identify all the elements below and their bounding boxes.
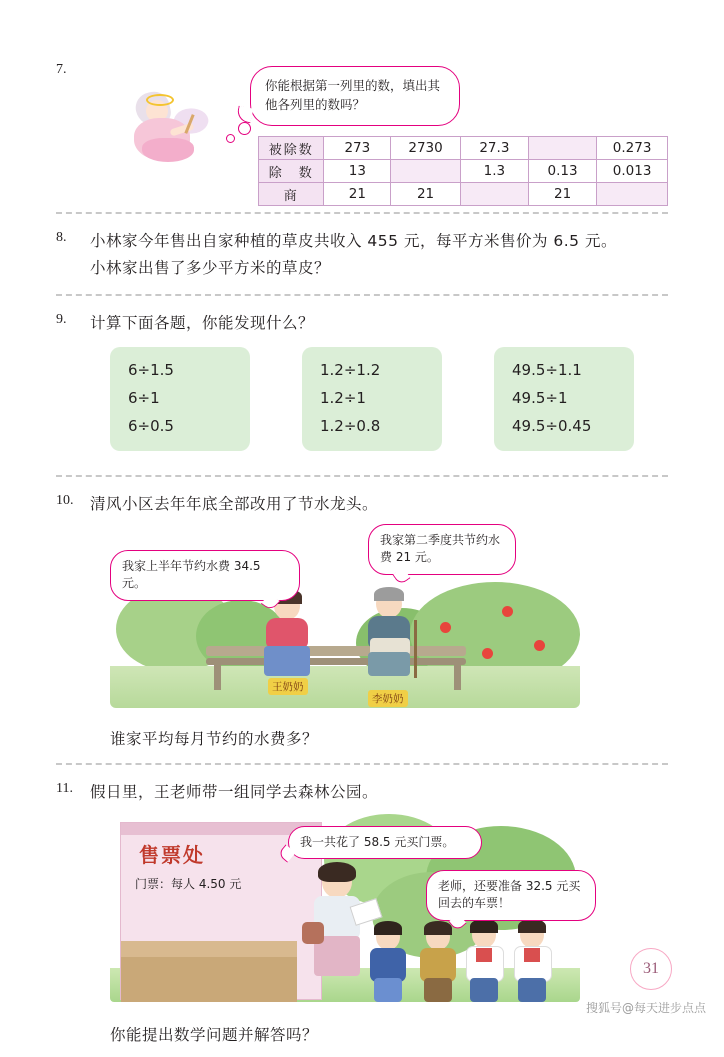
hair-icon — [424, 921, 452, 935]
expression: 1.2÷1 — [320, 389, 366, 408]
problem-7 — [56, 60, 668, 212]
cell-dividend-1: 273 — [324, 137, 391, 160]
cell-divisor-2 — [391, 160, 460, 183]
apple-icon — [502, 606, 513, 617]
bubble-student-tickets: 我一共花了 58.5 元买门票。 — [288, 826, 482, 859]
table-row — [259, 160, 668, 183]
hair-icon — [318, 862, 356, 882]
problem-11-prompt: 假日里，王老师带一组同学去森林公园。 — [90, 782, 379, 801]
problem-8-line-1: 小林家今年售出自家种植的草皮共收入 455 元，每平方米售价为 6.5 元。 — [90, 232, 617, 250]
scarf-icon — [476, 948, 492, 962]
problem-9-prompt: 计算下面各题，你能发现什么？ — [90, 314, 315, 333]
cell-quotient-5 — [597, 183, 668, 206]
person-student-2 — [416, 924, 460, 1002]
problem-10 — [56, 477, 668, 763]
legs-icon — [374, 978, 402, 1002]
park-scene — [110, 582, 580, 708]
backpack-icon — [370, 948, 406, 982]
problem-8-line-2: 小林家出售了多少平方米的草皮？ — [90, 259, 331, 278]
scarf-icon — [524, 948, 540, 962]
booth-counter-top — [121, 941, 297, 957]
person-student-4 — [510, 922, 554, 1002]
booth-ticket-price: 门票：每人 4.50 元 — [135, 877, 242, 891]
cell-quotient-4: 21 — [528, 183, 596, 206]
booth-counter-front — [121, 957, 297, 1002]
legs-icon — [470, 978, 498, 1002]
person-student-3 — [462, 922, 506, 1002]
bag-icon — [302, 922, 324, 944]
problem-9-number: 9. — [56, 312, 67, 328]
hair-icon — [374, 921, 402, 935]
expression: 6÷1 — [128, 389, 160, 408]
cell-divisor-5: 0.013 — [597, 160, 668, 183]
problem-10-question: 谁家平均每月节约的水费多？ — [110, 729, 319, 748]
problem-11-question: 你能提出数学问题并解答吗？ — [110, 1026, 319, 1044]
apple-icon — [482, 648, 493, 659]
apple-icon — [534, 640, 545, 651]
problem-10-prompt: 清风小区去年年底全部改用了节水龙头。 — [90, 494, 379, 513]
cell-quotient-2: 21 — [391, 183, 460, 206]
cell-dividend-5: 0.273 — [597, 137, 668, 160]
bench-backrest — [206, 658, 466, 665]
bench-seat — [206, 646, 466, 656]
problem-7-number: 7. — [56, 62, 67, 77]
bubble-dot-large — [238, 122, 251, 135]
name-label-grandma-li: 李奶奶 — [368, 690, 408, 707]
bubble-teacher-bus-fare: 老师，还要准备 32.5 元买回去的车票！ — [426, 870, 596, 921]
expression: 1.2÷1.2 — [320, 361, 381, 380]
fairy-illustration — [130, 86, 226, 162]
expression: 1.2÷0.8 — [320, 416, 381, 435]
problem-8-number: 8. — [56, 230, 67, 245]
torso-icon — [420, 948, 456, 982]
bubble-dot-small — [226, 134, 235, 143]
problem-10-number: 10. — [56, 492, 74, 508]
problem-9 — [56, 296, 668, 474]
problem-10-illustration — [110, 524, 580, 714]
problem-11 — [56, 765, 668, 1057]
cell-dividend-3: 27.3 — [460, 137, 528, 160]
bubble-grandma-wang: 我家上半年节约水费 34.5 元。 — [110, 550, 300, 601]
fairy-skirt-icon — [142, 138, 194, 162]
torso-icon — [266, 618, 308, 648]
cell-dividend-2: 2730 — [391, 137, 460, 160]
person-girl-with-tickets — [306, 866, 372, 1000]
expression: 6÷1.5 — [128, 361, 174, 380]
fairy-halo-icon — [146, 94, 174, 106]
expression: 49.5÷1.1 — [512, 361, 582, 380]
row-header-dividend: 被除数 — [259, 137, 324, 160]
expression: 6÷0.5 — [128, 416, 174, 435]
problem-11-illustration — [110, 812, 580, 1012]
row-header-quotient: 商 — [259, 183, 324, 206]
cane-icon — [414, 620, 417, 678]
division-table — [258, 136, 668, 206]
bubble-grandma-li: 我家第二季度共节约水费 21 元。 — [368, 524, 516, 575]
hair-icon — [470, 919, 498, 933]
hair-icon — [374, 587, 404, 601]
booth-sign-title: 售票处 — [139, 843, 205, 867]
problem-11-number: 11. — [56, 780, 73, 796]
table-row — [259, 183, 668, 206]
person-grandma-li — [360, 590, 420, 666]
cell-dividend-4 — [528, 137, 596, 160]
cell-divisor-1: 13 — [324, 160, 391, 183]
bench-leg — [214, 664, 221, 690]
expression-group-3 — [494, 347, 634, 450]
apple-icon — [440, 622, 451, 633]
cell-divisor-3: 1.3 — [460, 160, 528, 183]
expression: 49.5÷1 — [512, 389, 568, 408]
cell-quotient-3 — [460, 183, 528, 206]
expression: 49.5÷0.45 — [512, 416, 592, 435]
expression-group-1 — [110, 347, 250, 450]
grass-ground — [110, 666, 580, 708]
row-header-divisor: 除 数 — [259, 160, 324, 183]
legs-icon — [264, 646, 310, 676]
expression-group-container — [110, 347, 668, 450]
watermark-text: 搜狐号@每天进步点点 — [585, 1001, 706, 1015]
cell-quotient-1: 21 — [324, 183, 391, 206]
person-student-1 — [366, 924, 412, 1002]
legs-icon — [518, 978, 546, 1002]
table-row — [259, 137, 668, 160]
problem-7-speech-bubble: 你能根据第一列里的数，填出其他各列里的数吗？ — [250, 66, 460, 126]
cell-divisor-4: 0.13 — [528, 160, 596, 183]
problem-7-content — [90, 60, 668, 212]
bench-leg — [454, 664, 461, 690]
hair-icon — [518, 919, 546, 933]
problem-8 — [56, 214, 668, 294]
name-label-grandma-wang: 王奶奶 — [268, 678, 308, 695]
legs-icon — [424, 978, 452, 1002]
expression-group-2 — [302, 347, 442, 450]
legs-icon — [368, 652, 410, 676]
page-number: 31 — [630, 948, 672, 990]
